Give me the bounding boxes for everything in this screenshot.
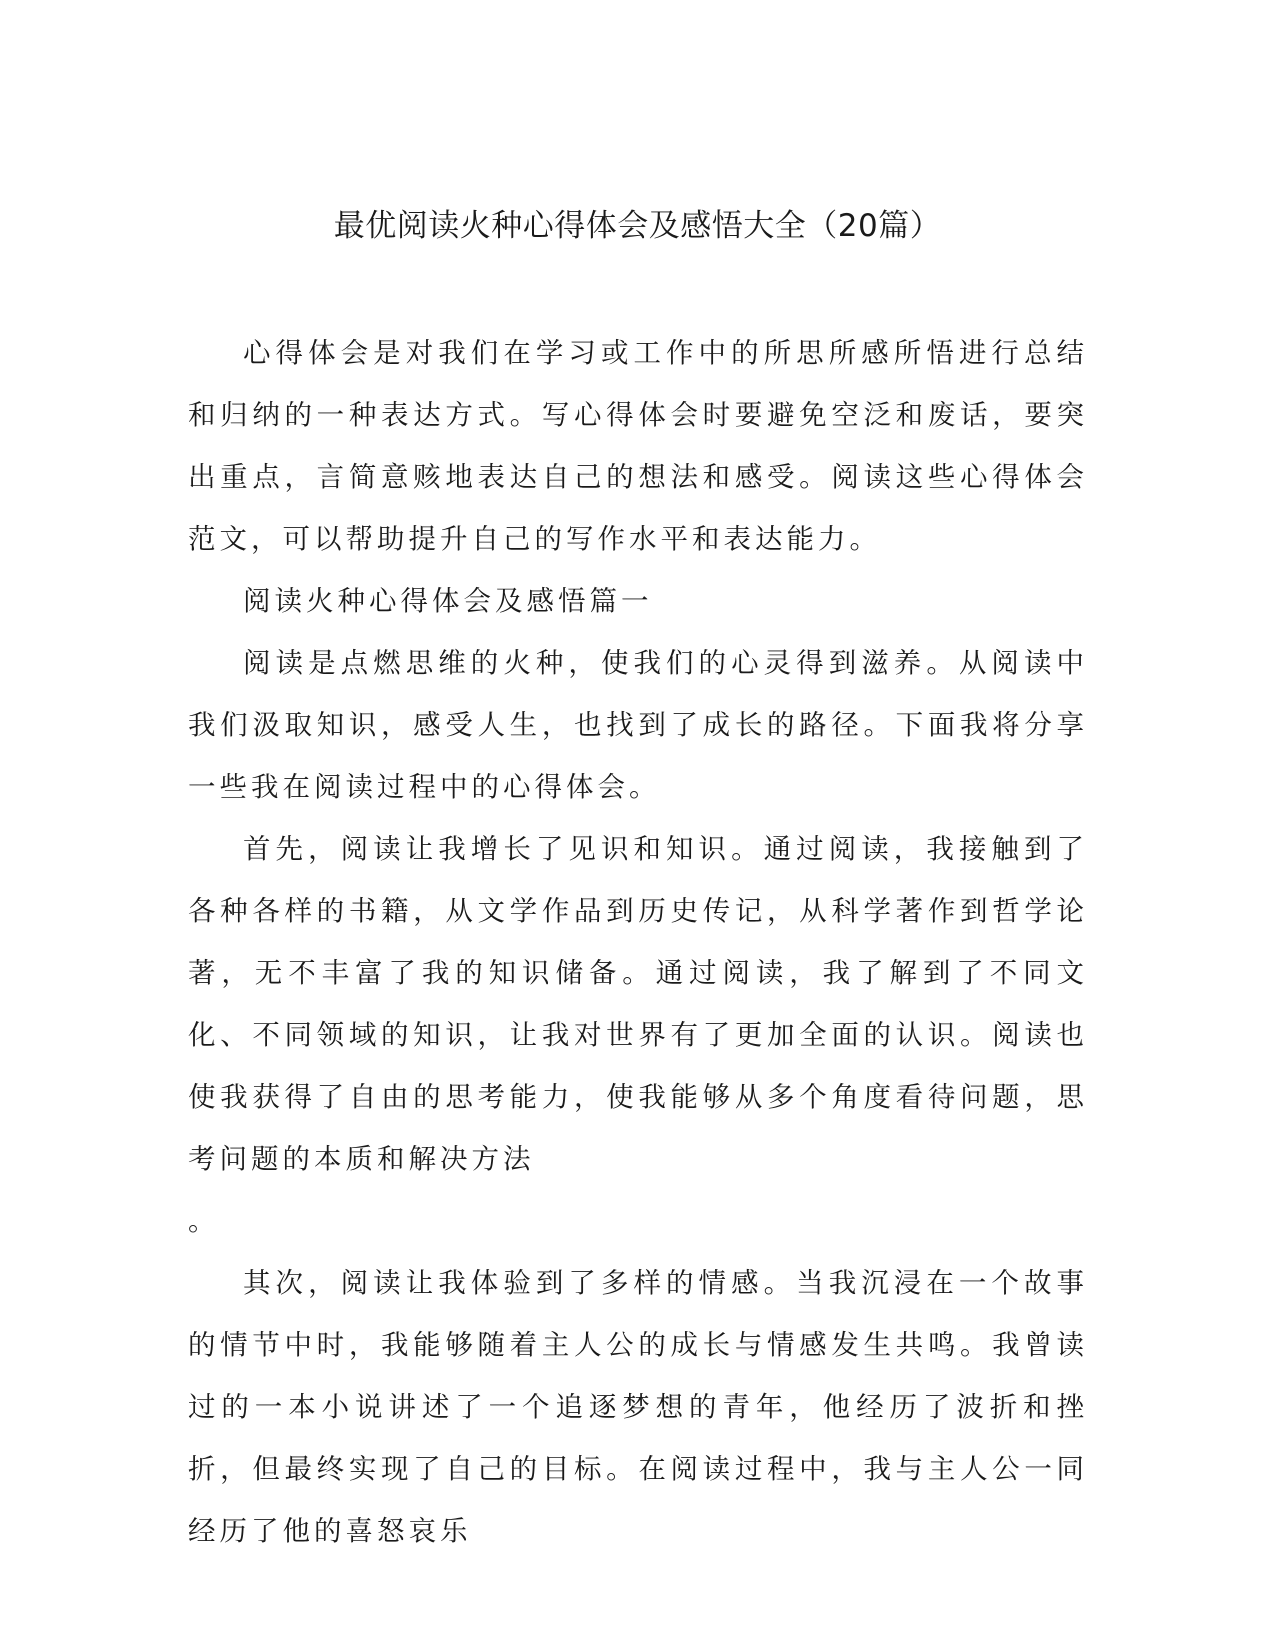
section-heading: 阅读火种心得体会及感悟篇一	[243, 585, 653, 617]
document-body	[188, 322, 1088, 1562]
document-title: 最优阅读火种心得体会及感悟大全（20篇）	[333, 208, 942, 244]
body-paragraph: 其次，阅读让我体验到了多样的情感。当我沉浸在一个故事的情节中时，我能够随着主人公的成长与情感发生共鸣。我曾读过的一本小说讲述了一个追逐梦想的青年，他经历了波折和挫折，但最终实现了自己的目标。在阅读过程中，我与主人公一同经历了他的喜怒哀乐	[188, 1267, 1088, 1547]
body-paragraph: 阅读是点燃思维的火种，使我们的心灵得到滋养。从阅读中我们汲取知识，感受人生，也找到了成长的路径。下面我将分享一些我在阅读过程中的心得体会。	[188, 647, 1088, 803]
trailing-punctuation: 。	[188, 1205, 220, 1237]
intro-paragraph: 心得体会是对我们在学习或工作中的所思所感所悟进行总结和归纳的一种表达方式。写心得体会时要避免空泛和废话，要突出重点，言简意赅地表达自己的想法和感受。阅读这些心得体会范文，可以帮助提升自己的写作水平和表达能力。	[188, 337, 1088, 555]
body-paragraph: 首先，阅读让我增长了见识和知识。通过阅读，我接触到了各种各样的书籍，从文学作品到历史传记，从科学著作到哲学论著，无不丰富了我的知识储备。通过阅读，我了解到了不同文化、不同领域的知识，让我对世界有了更加全面的认识。阅读也使我获得了自由的思考能力，使我能够从多个角度看待问题，思考问题的本质和解决方法	[188, 833, 1088, 1175]
